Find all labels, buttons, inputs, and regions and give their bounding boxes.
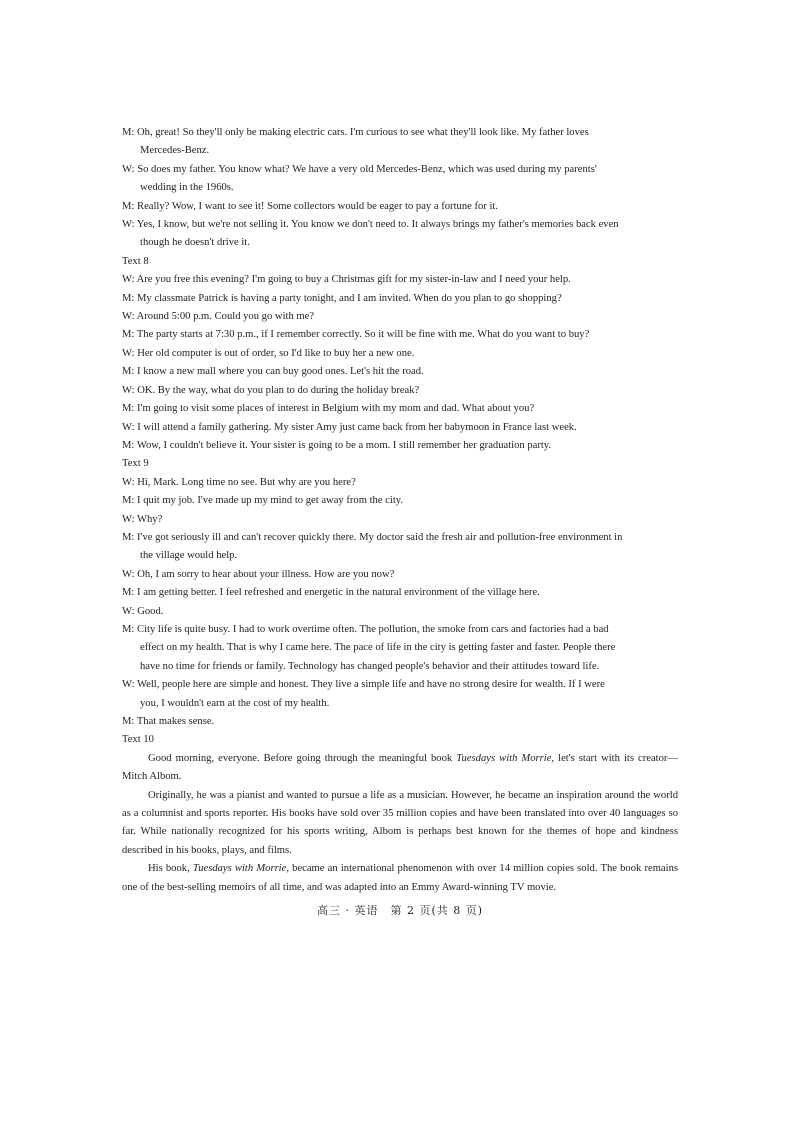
- dialogue-line: W: Around 5:00 p.m. Could you go with me?: [122, 311, 315, 323]
- dialogue-line: M: Oh, great! So they'll only be making electric cars. I'm curious to see what they'll look like. My father loves: [122, 127, 589, 138]
- transcript-dialogue: [122, 124, 678, 750]
- section-heading: Text 8: [122, 255, 149, 267]
- dialogue-line: M: I know a new mall where you can buy good ones. Let's hit the road.: [122, 366, 424, 378]
- dialogue-line: W: Yes, I know, but we're not selling it. You know we don't need to. It always brings my father's memories back even: [122, 219, 619, 231]
- dialogue-line-continuation: effect on my health. That is why I came here. The pace of life in the city is getting faster and faster. People there: [140, 642, 616, 654]
- dialogue-line-continuation: wedding in the 1960s.: [140, 182, 234, 194]
- page-footer: 高三 · 英语 第 2 页(共 8 页): [316, 904, 484, 917]
- passage-text: , let's start with its creator—Mitch Albom.: [122, 752, 678, 783]
- dialogue-line: W: Good.: [122, 605, 164, 617]
- passage-text: Good morning, everyone. Before going through the meaningful book: [148, 752, 457, 764]
- dialogue-line-continuation: Mercedes-Benz.: [140, 145, 210, 157]
- dialogue-line: W: Oh, I am sorry to hear about your illness. How are you now?: [122, 568, 395, 580]
- dialogue-line: M: The party starts at 7:30 p.m., if I remember correctly. So it will be fine with me. What do you want to buy?: [122, 329, 590, 341]
- passage-text: His book,: [148, 863, 193, 875]
- document-page: [122, 124, 678, 897]
- passage-paragraph-1: [122, 750, 678, 787]
- dialogue-line: W: Hi, Mark. Long time no see. But why are you here?: [122, 476, 356, 488]
- dialogue-line: W: Why?: [122, 513, 163, 525]
- passage-paragraph-2: Originally, he was a pianist and wanted to pursue a life as a musician. However, he became an inspiration around the world as a columnist and sports reporter. His books have sold over 35 million copies and have been translated into over 40 languages so far. While nationally recognized for his sports writing, Albom is perhaps best known for the themes of hope and kindness described in his books, plays, and films.: [122, 789, 678, 856]
- dialogue-line: W: Are you free this evening? I'm going to buy a Christmas gift for my sister-in-law and I need your help.: [122, 274, 571, 286]
- dialogue-line: M: City life is quite busy. I had to work overtime often. The pollution, the smoke from cars and factories had a bad: [122, 623, 609, 635]
- section-heading: Text 10: [122, 734, 154, 746]
- dialogue-line: M: I am getting better. I feel refreshed and energetic in the natural environment of the village here.: [122, 587, 540, 599]
- dialogue-line: M: Really? Wow, I want to see it! Some collectors would be eager to pay a fortune for it.: [122, 200, 498, 212]
- dialogue-line-continuation: you, I wouldn't earn at the cost of my health.: [140, 697, 330, 709]
- dialogue-line: W: Well, people here are simple and honest. They live a simple life and have no strong desire for wealth. If I were: [122, 679, 605, 691]
- dialogue-line: M: I quit my job. I've made up my mind to get away from the city.: [122, 495, 404, 507]
- dialogue-line-continuation: though he doesn't drive it.: [140, 237, 250, 249]
- book-title: Tuesdays with Morrie: [456, 752, 552, 764]
- dialogue-line: M: Wow, I couldn't believe it. Your sister is going to be a mom. I still remember her graduation party.: [122, 439, 552, 451]
- dialogue-line: M: I'm going to visit some places of interest in Belgium with my mom and dad. What about you?: [122, 403, 535, 415]
- section-heading: Text 9: [122, 458, 149, 470]
- passage-text: , became an international phenomenon with over 14 million copies sold. The book remains one of the best-selling memoirs of all time, and was adapted into an Emmy Award-winning TV movie.: [122, 863, 678, 893]
- book-title: Tuesdays with Morrie: [192, 863, 287, 875]
- dialogue-line: W: So does my father. You know what? We have a very old Mercedes-Benz, which was used during my parents': [122, 163, 597, 175]
- dialogue-line: M: My classmate Patrick is having a party tonight, and I am invited. When do you plan to go shopping?: [122, 292, 562, 304]
- dialogue-line: M: That makes sense.: [122, 716, 215, 727]
- dialogue-line: W: OK. By the way, what do you plan to do during the holiday break?: [122, 384, 420, 396]
- dialogue-line: W: Her old computer is out of order, so I'd like to buy her a new one.: [122, 347, 415, 359]
- dialogue-line: W: I will attend a family gathering. My sister Amy just came back from her babymoon in France last week.: [122, 421, 577, 433]
- passage-paragraph-3: [122, 860, 678, 897]
- dialogue-line-continuation: have no time for friends or family. Technology has changed people's behavior and their attitudes toward life.: [140, 660, 600, 672]
- dialogue-line-continuation: the village would help.: [140, 550, 238, 562]
- dialogue-line: M: I've got seriously ill and can't recover quickly there. My doctor said the fresh air and pollution-free environment in: [122, 531, 623, 543]
